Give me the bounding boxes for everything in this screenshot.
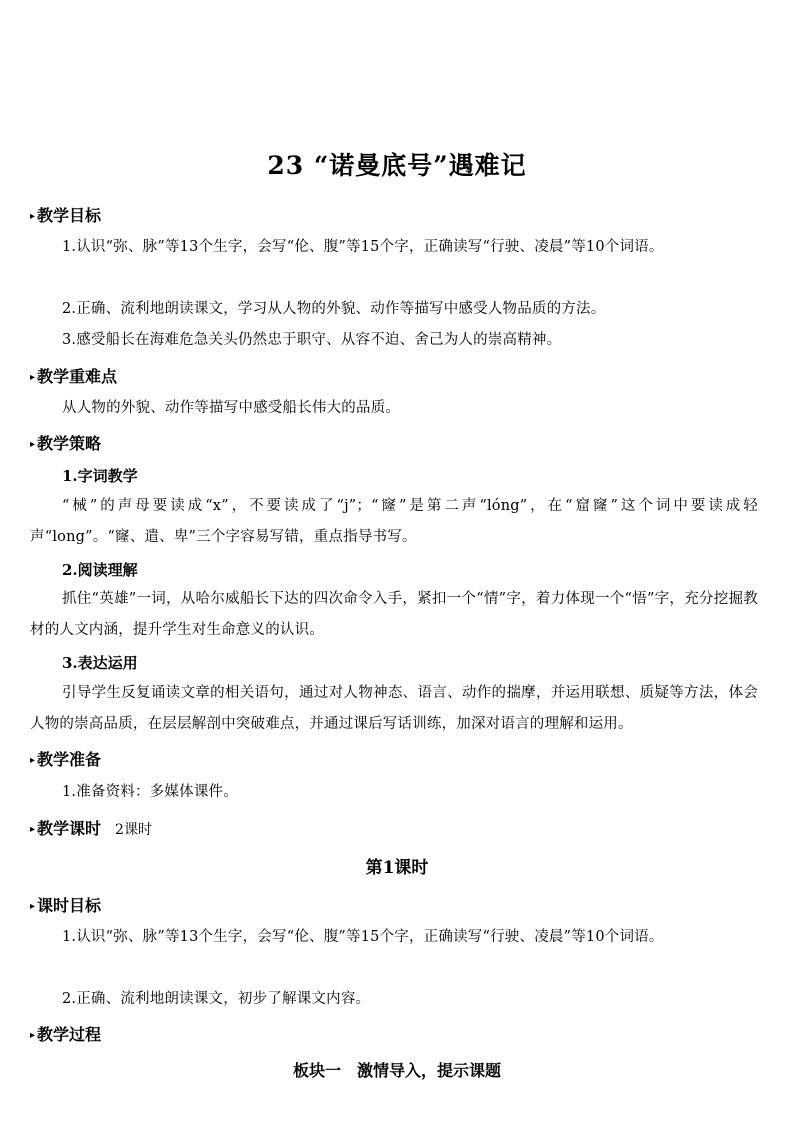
section-heading-lesson-goals: ▸ 课时目标	[30, 896, 102, 915]
goal-item: 3.感受船长在海难危急关头仍然忠于职守、从容不迫、舍己为人的崇高精神。	[62, 332, 562, 348]
strategy-text: “械”的声母要读成“x”，不要读成了“j”；“窿”是第二声“lóng”，在“窟窿”这个词中要读成轻声“long”。“窿、遣、卑”三个字容易写错，重点指导书写。	[30, 498, 758, 545]
key-points-text: 从人物的外貌、动作等描写中感受船长伟大的品质。	[62, 400, 401, 416]
triangle-marker-icon: ▸	[30, 372, 36, 383]
strategy-label: 3.表达运用	[62, 654, 138, 672]
lesson-goal-item: 1.认识“弥、脉”等13个生字，会写“伦、腹”等15个字，正确读写“行驶、凌晨”等10个词语。	[62, 929, 664, 945]
preparation-text: 1.准备资料：多媒体课件。	[62, 784, 238, 800]
periods-value: 2课时	[115, 822, 152, 838]
triangle-marker-icon: ▸	[30, 901, 36, 912]
section-heading-goals: ▸ 教学目标	[30, 206, 102, 225]
strategy-text: 抓住“英雄”一词，从哈尔威船长下达的四次命令入手，紧扣一个“情”字，着力体现一个“悟”字，充分挖掘教材的人文内涵，提升学生对生命意义的认识。	[30, 591, 758, 638]
document-title: 23 “诺曼底号”遇难记	[267, 151, 527, 180]
triangle-marker-icon: ▸	[30, 824, 36, 835]
triangle-marker-icon: ▸	[30, 439, 36, 450]
section-heading-process: ▸ 教学过程	[30, 1025, 102, 1044]
section-heading-key-points: ▸ 教学重难点	[30, 367, 118, 386]
strategy-label: 1.字词教学	[62, 467, 138, 485]
goal-item: 2.正确、流利地朗读课文，学习从人物的外貌、动作等描写中感受人物品质的方法。	[62, 301, 606, 317]
section-heading-preparation: ▸ 教学准备	[30, 750, 102, 769]
strategy-text: 引导学生反复诵读文章的相关语句，通过对人物神态、语言、动作的揣摩，并运用联想、质疑等方法，体会人物的崇高品质，在层层解剖中突破难点，并通过课后写话训练，加深对语言的理解和运用。	[30, 685, 758, 732]
triangle-marker-icon: ▸	[30, 755, 36, 766]
section-heading-periods: ▸ 教学课时 2课时	[30, 819, 152, 838]
section-heading-strategy: ▸ 教学策略	[30, 434, 102, 453]
lesson-title: 第1课时	[365, 858, 429, 878]
triangle-marker-icon: ▸	[30, 211, 36, 222]
triangle-marker-icon: ▸	[30, 1030, 36, 1041]
goal-item: 1.认识“弥、脉”等13个生字，会写“伦、腹”等15个字，正确读写“行驶、凌晨”等10个词语。	[62, 239, 664, 255]
block-title: 板块一 激情导入，提示课题	[292, 1061, 501, 1080]
lesson-goal-item: 2.正确、流利地朗读课文，初步了解课文内容。	[62, 991, 371, 1007]
strategy-label: 2.阅读理解	[62, 561, 138, 579]
